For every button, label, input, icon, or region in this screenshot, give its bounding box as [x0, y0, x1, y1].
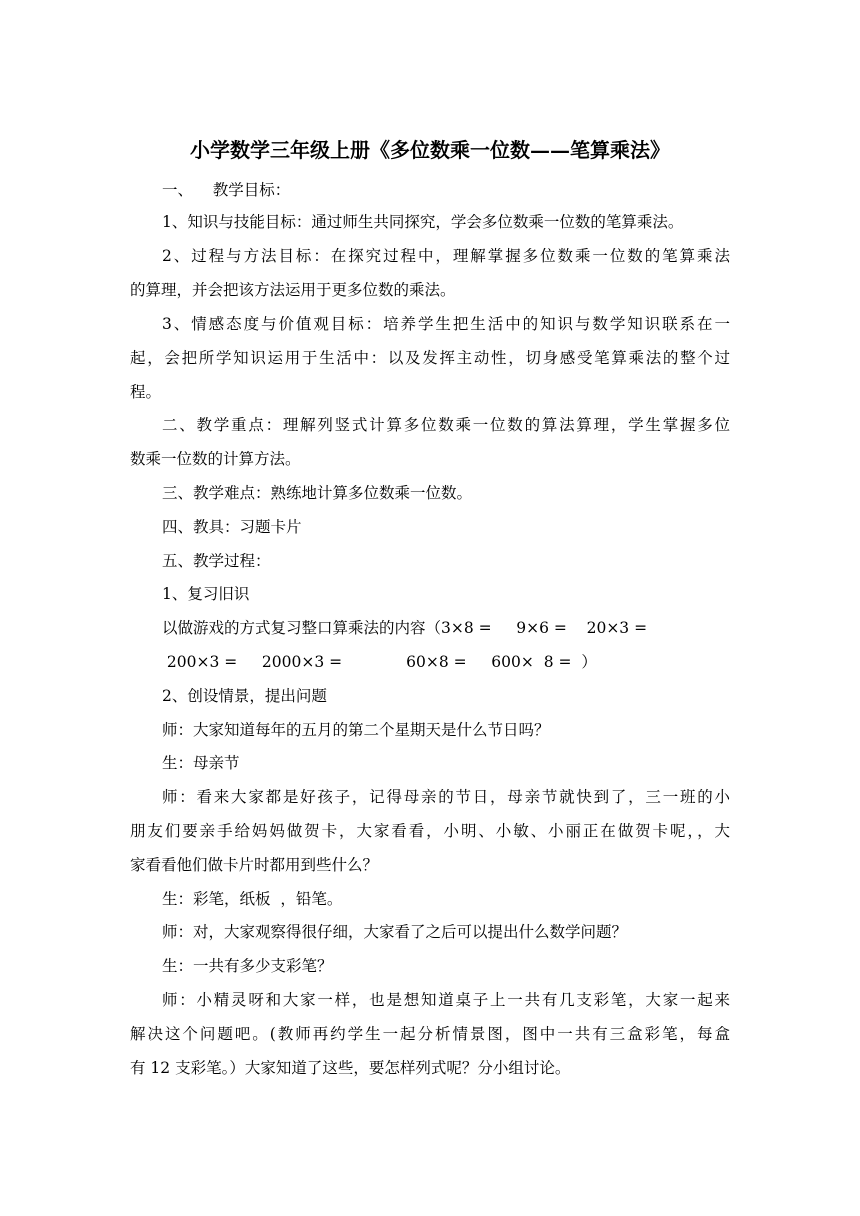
- paragraph-line: 数乘一位数的计算方法。: [130, 450, 301, 468]
- paragraph-line: 3、情感态度与价值观目标：培养学生把生活中的知识与数学知识联系在一: [162, 315, 730, 333]
- paragraph-line: 师：对，大家观察得很仔细，大家看了之后可以提出什么数学问题？: [162, 923, 628, 941]
- section-heading: 三、教学难点：熟练地计算多位数乘一位数。: [162, 484, 473, 502]
- paragraph-line: 2、过程与方法目标：在探究过程中，理解掌握多位数乘一位数的笔算乘法: [162, 247, 730, 265]
- section-heading: 四、教具：习题卡片: [162, 518, 302, 536]
- section-heading: 一、 教学目标：: [162, 181, 291, 199]
- paragraph-line: 师：大家知道每年的五月的第二个星期天是什么节日吗？: [162, 721, 550, 739]
- paragraph-line: 二、教学重点：理解列竖式计算多位数乘一位数的算法算理，学生掌握多位: [162, 416, 730, 434]
- document-title: 小学数学三年级上册《多位数乘一位数——笔算乘法》: [190, 138, 670, 162]
- paragraph-line: 家看看他们做卡片时都用到些什么？: [130, 856, 379, 874]
- paragraph-line: 起，会把所学知识运用于生活中：以及发挥主动性，切身感受笔算乘法的整个过: [130, 349, 730, 367]
- paragraph-line: 200×3 = 2000×3 = 60×8 = 600× 8 = ）: [162, 653, 597, 671]
- paragraph-line: 师：小精灵呀和大家一样，也是想知道桌子上一共有几支彩笔，大家一起来: [162, 991, 730, 1009]
- subsection-heading: 1、复习旧识: [162, 585, 250, 603]
- paragraph-line: 解决这个问题吧。(教师再约学生一起分析情景图，图中一共有三盒彩笔，每盒: [130, 1025, 730, 1043]
- paragraph-line: 以做游戏的方式复习整口算乘法的内容（3×8 = 9×6 = 20×3 =: [162, 619, 648, 637]
- paragraph-line: 朋友们要亲手给妈妈做贺卡，大家看看，小明、小敏、小丽正在做贺卡呢，，大: [130, 822, 730, 840]
- section-heading: 五、教学过程：: [162, 552, 271, 570]
- paragraph-line: 师：看来大家都是好孩子，记得母亲的节日，母亲节就快到了，三一班的小: [162, 788, 730, 806]
- paragraph-line: 生：彩笔，纸板 ，铅笔。: [162, 890, 343, 908]
- subsection-heading: 2、创设情景，提出问题: [162, 687, 327, 705]
- paragraph-line: 生：母亲节: [162, 754, 240, 772]
- paragraph-line: 程。: [130, 383, 162, 401]
- paragraph-line: 有 12 支彩笔。）大家知道了这些，要怎样列式呢？分小组讨论。: [130, 1059, 571, 1077]
- paragraph-line: 1、知识与技能目标：通过师生共同探究，学会多位数乘一位数的笔算乘法。: [162, 213, 684, 231]
- paragraph-line: 生：一共有多少支彩笔？: [162, 957, 333, 975]
- paragraph-line: 的算理，并会把该方法运用于更多位数的乘法。: [130, 281, 456, 299]
